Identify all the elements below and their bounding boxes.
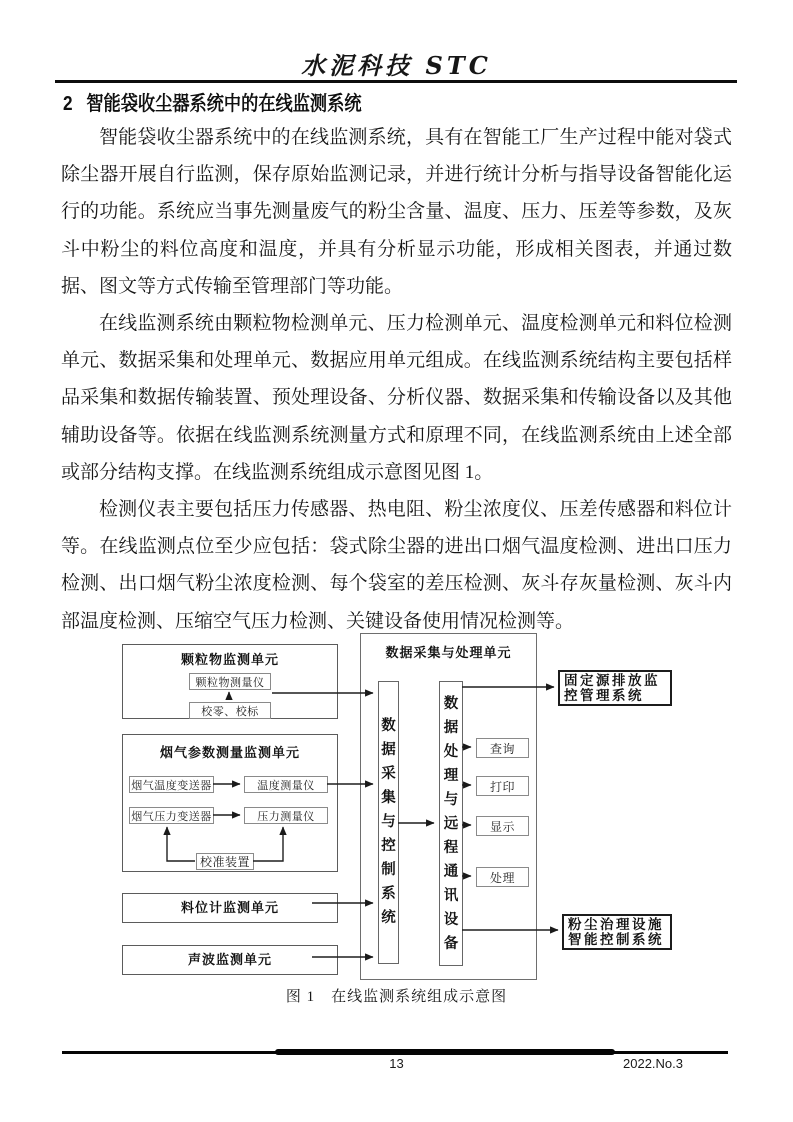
- emission-monitoring-line2: 控管理系统: [564, 688, 644, 703]
- arrow-calib-device-right: [253, 827, 283, 861]
- acoustic-unit-title: 声波监测单元: [187, 952, 272, 967]
- emission-monitoring-line1: 固定源排放监: [564, 672, 660, 688]
- particulate-unit-box: [122, 644, 338, 719]
- temp-transmitter-box: 烟气温度变送器: [129, 776, 214, 793]
- print-box: 打印: [476, 776, 529, 796]
- query-box: 查询: [476, 738, 529, 758]
- page-number: 13: [389, 1056, 404, 1071]
- acoustic-unit-box: [122, 945, 338, 975]
- section-title: 智能袋收尘器系统中的在线监测系统: [86, 93, 362, 115]
- daq-processing-unit-title: 数据采集与处理单元: [385, 645, 512, 660]
- dust-control-system-box: [562, 914, 672, 950]
- dust-control-line2: 智能控制系统: [568, 932, 664, 947]
- section-heading: [63, 87, 362, 116]
- footer-rule-bulge: [275, 1049, 615, 1055]
- journal-title: 水泥科技 STC: [301, 51, 492, 80]
- level-gauge-unit-box: [122, 893, 338, 923]
- flue-gas-unit-box: [122, 734, 338, 872]
- daq-control-system-bar: 数据采集与控制系统: [378, 681, 399, 964]
- issue-label: 2022.No.3: [623, 1056, 683, 1071]
- flue-gas-unit-title: 烟气参数测量监测单元: [159, 745, 300, 760]
- pressure-transmitter-box: 烟气压力变送器: [129, 807, 214, 824]
- display-box: 显示: [476, 816, 529, 836]
- particulate-meter-box: 颗粒物测量仪: [189, 673, 271, 690]
- daq-processing-unit-box: [360, 633, 537, 980]
- temp-meter-box: 温度测量仪: [244, 776, 328, 793]
- emission-monitoring-system-box: [558, 670, 672, 706]
- dust-control-line1: 粉尘治理设施: [568, 916, 664, 932]
- figure-caption: 图 1 在线监测系统组成示意图: [285, 989, 508, 1005]
- arrow-calib-device-left: [167, 827, 195, 861]
- calibration-device-box: 校准装置: [196, 853, 254, 870]
- level-gauge-unit-title: 料位计监测单元: [180, 900, 279, 915]
- particulate-unit-title: 颗粒物监测单元: [180, 652, 279, 667]
- processing-comm-device-bar: 数据处理与远程通讯设备: [439, 681, 463, 966]
- paragraph: 在线监测系统由颗粒物检测单元、压力检测单元、温度检测单元和料位检测单元、数据采集和处理单元、数据应用单元组成。在线监测系统结构主要包括样品采集和数据传输装置、预处理设备、分析仪器、数据采集和传输设备以及其他辅助设备等。依据在线监测系统测量方式和原理不同，在线监测系统由上述全部或部分结构支撑。在线监测系统组成示意图见图 1。: [61, 313, 732, 483]
- zero-span-calibration-box: 校零、校标: [189, 702, 271, 719]
- paragraph: 检测仪表主要包括压力传感器、热电阻、粉尘浓度仪、压差传感器和料位计等。在线监测点位至少应包括：袋式除尘器的进出口烟气温度检测、进出口压力检测、出口烟气粉尘浓度检测、每个袋室的差压检测、灰斗存灰量检测、灰斗内部温度检测、压缩空气压力检测、关键设备使用情况检测等。: [61, 499, 732, 632]
- process-box: 处理: [476, 867, 529, 887]
- pressure-meter-box: 压力测量仪: [244, 807, 328, 824]
- section-number: 2: [63, 93, 73, 115]
- body-text: [61, 119, 732, 640]
- paragraph: 智能袋收尘器系统中的在线监测系统，具有在智能工厂生产过程中能对袋式除尘器开展自行监测，保存原始监测记录，并进行统计分析与指导设备智能化运行的功能。系统应当事先测量废气的粉尘含量、温度、压力、压差等参数，及灰斗中粉尘的料位高度和温度，并具有分析显示功能，形成相关图表，并通过数据、图文等方式传输至管理部门等功能。: [61, 127, 732, 297]
- header-rule: [55, 80, 737, 83]
